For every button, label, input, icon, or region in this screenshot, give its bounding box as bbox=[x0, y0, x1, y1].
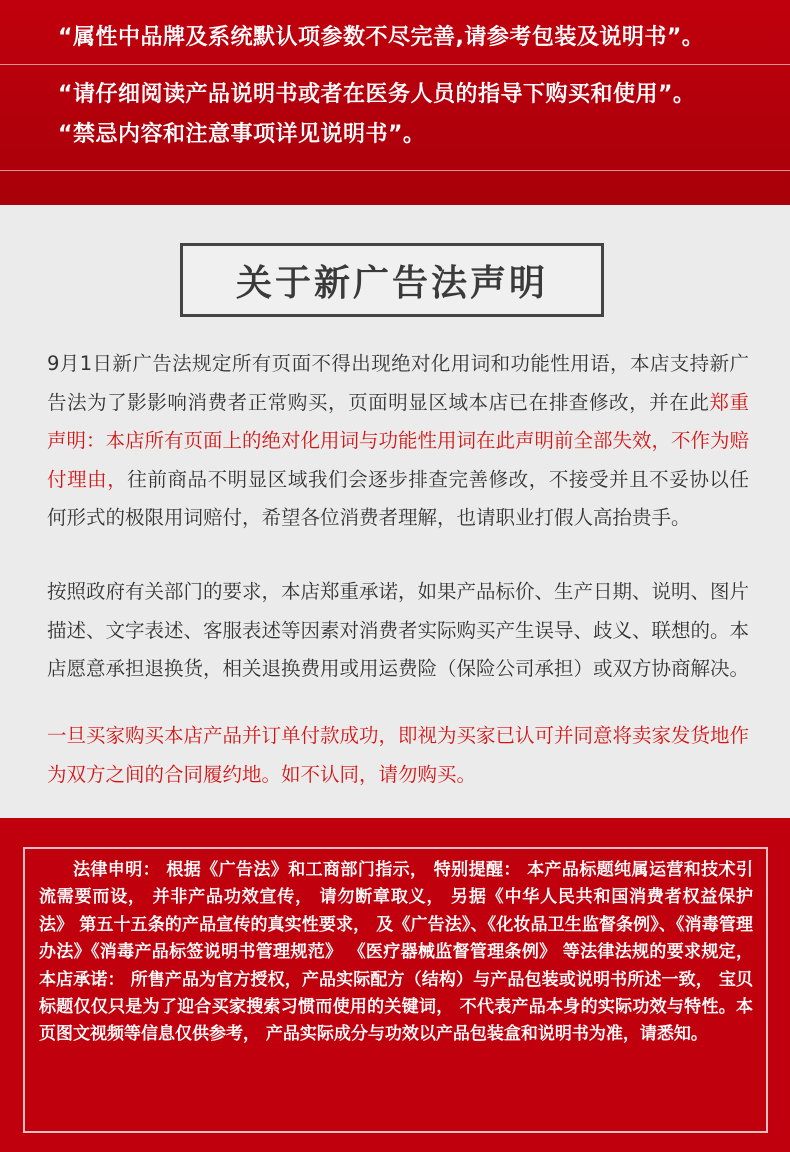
notice-title-box bbox=[180, 243, 604, 317]
notice-paragraph-1 bbox=[47, 345, 749, 538]
notice-paragraph-2: 按照政府有关部门的要求，本店郑重承诺，如果产品标价、生产日期、说明、图片描述、文字表述、客服表述等因素对消费者实际购买产生误导、歧义、联想的。本店愿意承担退换货，相关退换费用或用运费险（保险公司承担）或双方协商解决。 bbox=[47, 580, 750, 680]
banner-line-contraindications: “禁忌内容和注意事项详见说明书”。 bbox=[58, 122, 426, 147]
banner-line-product-info: “属性中品牌及系统默认项参数不尽完善,请参考包装及说明书”。 bbox=[58, 25, 705, 50]
notice-p1-text: 9月1日新广告法规定所有页面不得出现绝对化用词和功能性用语，本店支持新广告法为了影影响消费者正常购买，页面明显区域本店已在排查修改，并在此 bbox=[47, 352, 749, 414]
banner-divider bbox=[0, 170, 790, 171]
legal-box bbox=[23, 847, 768, 1133]
banner-line-read-manual: “请仔细阅读产品说明书或者在医务人员的指导下购买和使用”。 bbox=[58, 82, 696, 107]
legal-statement: 法律申明： 根据《广告法》和工商部门指示， 特别提醒： 本产品标题纯属运营和技术引流需要而设， 并非产品功效宣传， 请勿断章取义， 另据《中华人民共和国消费者权益保护法》 第五十五条的产品宣传的真实性要求， 及《广告法》、《化妆品卫生监督条例》、《消毒管理办法》《消毒产品标签说明书管理规范》 《医疗器械监督管理条例》 等法律法规的要求规定，本店承诺： 所售产品为官方授权，产品实际配方（结构）与产品包装或说明书所述一致， 宝贝标题仅仅只是为了迎合买家搜索习惯而使用的关键词， 不代表产品本身的实际功效与特性。本页图文视频等信息仅供参考， 产品实际成分与功效以产品包装盒和说明书为准，请悉知。 bbox=[39, 860, 753, 1045]
notice-p1-text-continued: 往前商品不明显区域我们会逐步排查完善修改，不接受并且不妥协以任何形式的极限用词赔付，希望各位消费者理解，也请职业打假人高抬贵手。 bbox=[47, 467, 749, 529]
legal-panel bbox=[0, 818, 790, 1152]
notice-title: 关于新广告法声明 bbox=[235, 262, 548, 304]
banner-divider bbox=[0, 64, 790, 65]
notice-paragraph-3-warning: 一旦买家购买本店产品并订单付款成功，即视为买家已认可并同意将卖家发货地作为双方之间的合同履约地。如不认同，请勿购买。 bbox=[47, 724, 750, 786]
notice-p1-highlight: 郑重声明：本店所有页面上的绝对化用词与功能性用词在此声明前全部失效，不作为赔付理由， bbox=[47, 390, 750, 491]
top-banner bbox=[0, 0, 790, 205]
